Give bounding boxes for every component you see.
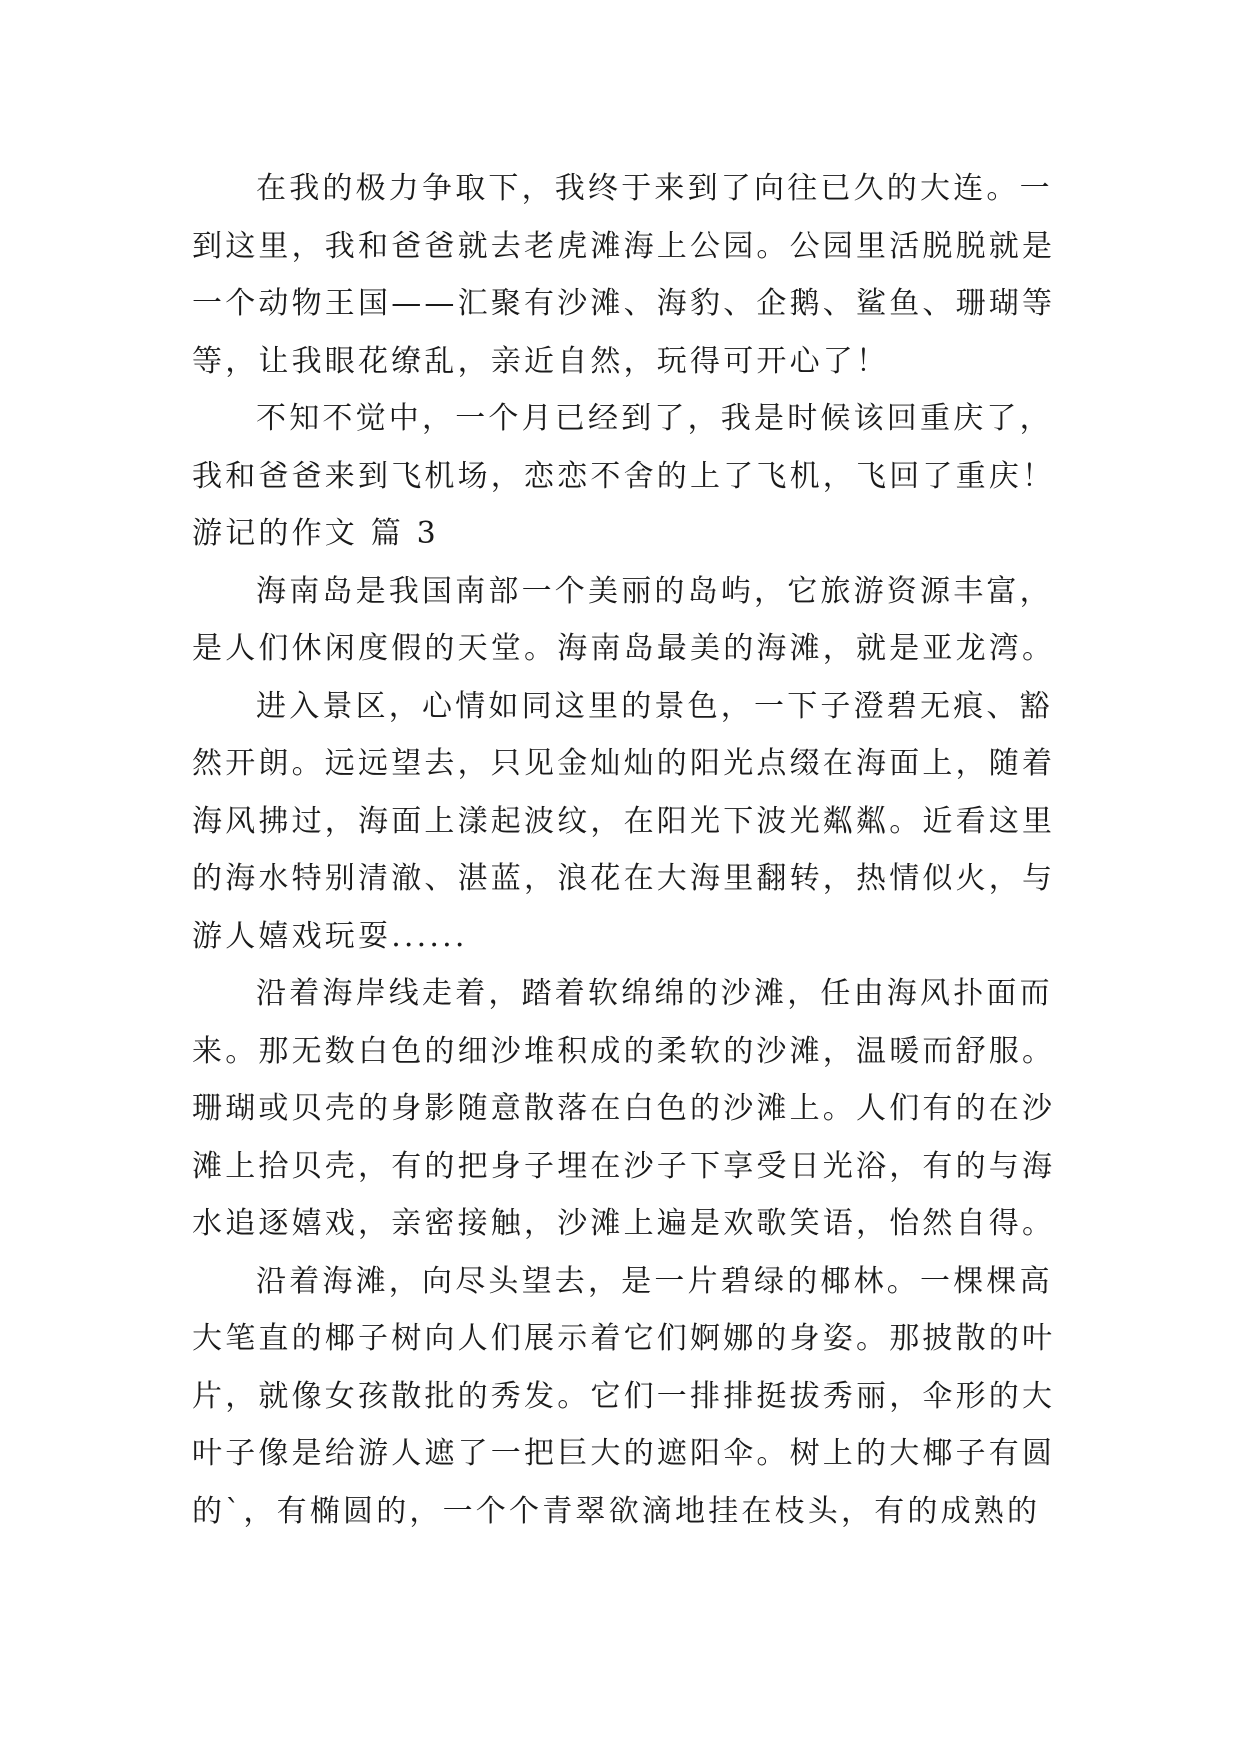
text-line: 海风拂过，海面上漾起波纹，在阳光下波光粼粼。近看这里 [192,803,1056,839]
text-line: 不知不觉中，一个月已经到了，我是时候该回重庆了， [256,401,1053,436]
text-line: 海南岛是我国南部一个美丽的岛屿，它旅游资源丰富， [256,573,1053,609]
text-line: 水追逐嬉戏，亲密接触，沙滩上遍是欢歌笑语，怡然自得。 [192,1206,1056,1241]
text-line: 进入景区，心情如同这里的景色，一下子澄碧无痕、豁 [256,688,1053,724]
paragraph-4 [192,678,1060,966]
text-line: 来。那无数白色的细沙堆积成的柔软的沙滩，温暖而舒服。 [192,1033,1056,1069]
section-heading: 游记的作文 篇 3 [192,516,439,551]
text-line: 片，就像女孩散批的秀发。它们一排排挺拔秀丽，伞形的大 [192,1378,1056,1414]
paragraph-5 [192,965,1060,1253]
text-line: 大笔直的椰子树向人们展示着它们婀娜的身姿。那披散的叶 [192,1321,1056,1356]
text-line: 的海水特别清澈、湛蓝，浪花在大海里翻转，热情似火，与 [192,861,1056,896]
text-line: 珊瑚或贝壳的身影随意散落在白色的沙滩上。人们有的在沙 [192,1091,1056,1126]
paragraph-6 [192,1253,1060,1541]
text-line: 叶子像是给游人遮了一把巨大的遮阳伞。树上的大椰子有圆 [192,1436,1056,1471]
paragraph-1 [192,160,1060,390]
text-line: 是人们休闲度假的天堂。海南岛最美的海滩，就是亚龙湾。 [192,631,1056,666]
text-line: 沿着海岸线走着，踏着软绵绵的沙滩，任由海风扑面而 [256,976,1053,1011]
text-line: 我和爸爸来到飞机场，恋恋不舍的上了飞机，飞回了重庆！ [192,458,1056,494]
text-line: 等，让我眼花缭乱，亲近自然，玩得可开心了！ [192,343,890,379]
text-line: 到这里，我和爸爸就去老虎滩海上公园。公园里活脱脱就是 [192,228,1056,264]
text-line: 一个动物王国——汇聚有沙滩、海豹、企鹅、鲨鱼、珊瑚等 [192,286,1056,321]
text-line: 游人嬉戏玩耍...... [192,918,468,954]
text-line: 然开朗。远远望去，只见金灿灿的阳光点缀在海面上，随着 [192,746,1056,781]
paragraph-2 [192,390,1060,505]
text-line: 滩上拾贝壳，有的把身子埋在沙子下享受日光浴，有的与海 [192,1148,1056,1184]
text-line: 沿着海滩，向尽头望去，是一片碧绿的椰林。一棵棵高 [256,1263,1053,1299]
text-line: 的`，有椭圆的，一个个青翠欲滴地挂在枝头，有的成熟的 [192,1493,1041,1529]
paragraph-3 [192,563,1060,678]
document-body [192,160,1060,1540]
text-line: 在我的极力争取下，我终于来到了向往已久的大连。一 [256,171,1053,206]
